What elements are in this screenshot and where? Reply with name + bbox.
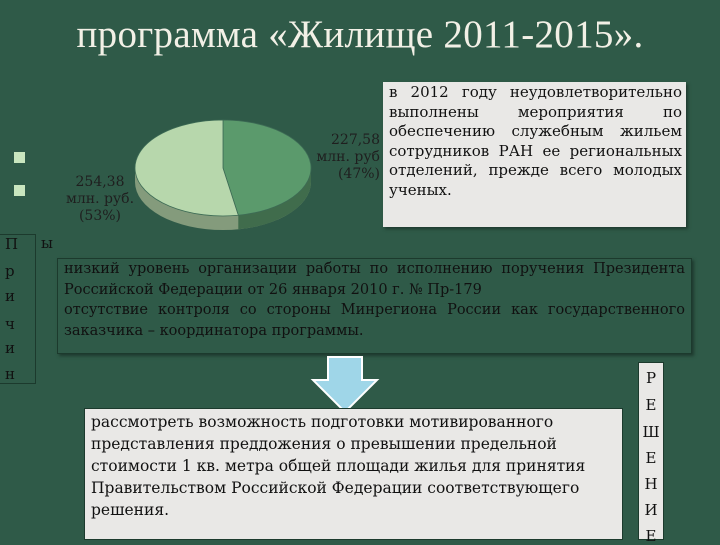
solution-box xyxy=(84,408,623,540)
pie-label-right-percent: (47%) xyxy=(337,166,380,182)
vertical-letter: н xyxy=(5,365,15,383)
decision-vertical-label xyxy=(638,362,664,545)
solution-text: рассмотреть возможность подготовки мотивированного представления преддожения о превышении предельной стоимости 1 кв. метра общей площади жилья для принятия Правительством Российской Федерации соответствующего решения. xyxy=(91,413,586,519)
vertical-letter: Е xyxy=(645,527,657,545)
vertical-letter: Е xyxy=(645,449,657,467)
slide-title: программа «Жилище 2011-2015». xyxy=(76,13,644,56)
bullet-icon xyxy=(14,185,25,196)
pie-label-left-percent: (53%) xyxy=(78,208,122,224)
vertical-letter: И xyxy=(644,501,658,519)
pie-label-left-unit: млн. руб. xyxy=(65,191,135,207)
vertical-letter: и xyxy=(5,339,15,357)
vertical-letter: Р xyxy=(645,369,657,387)
pie-label-left xyxy=(62,174,138,225)
vertical-letter: Н xyxy=(644,475,658,493)
down-arrow-icon xyxy=(310,356,380,414)
vertical-letter: Ш xyxy=(642,423,660,441)
reason-line-2: отсутствие контроля со стороны Минрегиона России как государственного заказчика – координатора программы. xyxy=(64,302,685,339)
vertical-letter: Е xyxy=(645,396,657,414)
pie-label-right-value: 227,58 xyxy=(331,132,380,148)
pie-chart xyxy=(128,118,318,233)
vertical-letter: р xyxy=(5,262,15,280)
reasons-box xyxy=(57,258,692,354)
info-text: в 2012 году неудовлетворительно выполнены мероприятия по обеспечению служебным жильем сотрудников РАН ее региональных отделений, прежде всего молодых ученых. xyxy=(389,83,682,199)
reason-line-1: низкий уровень организации работы по исполнению поручения Президента Российской Федерации от 26 января 2010 г. № Пр-179 xyxy=(64,261,685,298)
vertical-letter: П xyxy=(5,235,19,253)
bullet-icon xyxy=(14,152,25,163)
pie-label-left-value: 254,38 xyxy=(75,174,125,190)
vertical-letter: ч xyxy=(5,315,15,333)
vertical-letter-extra: ы xyxy=(41,234,53,252)
info-box xyxy=(383,82,686,227)
reasons-vertical-label xyxy=(0,234,36,384)
pie-label-right-unit: млн. руб xyxy=(316,149,380,165)
pie-label-right xyxy=(312,132,380,183)
vertical-letter: и xyxy=(5,287,15,305)
